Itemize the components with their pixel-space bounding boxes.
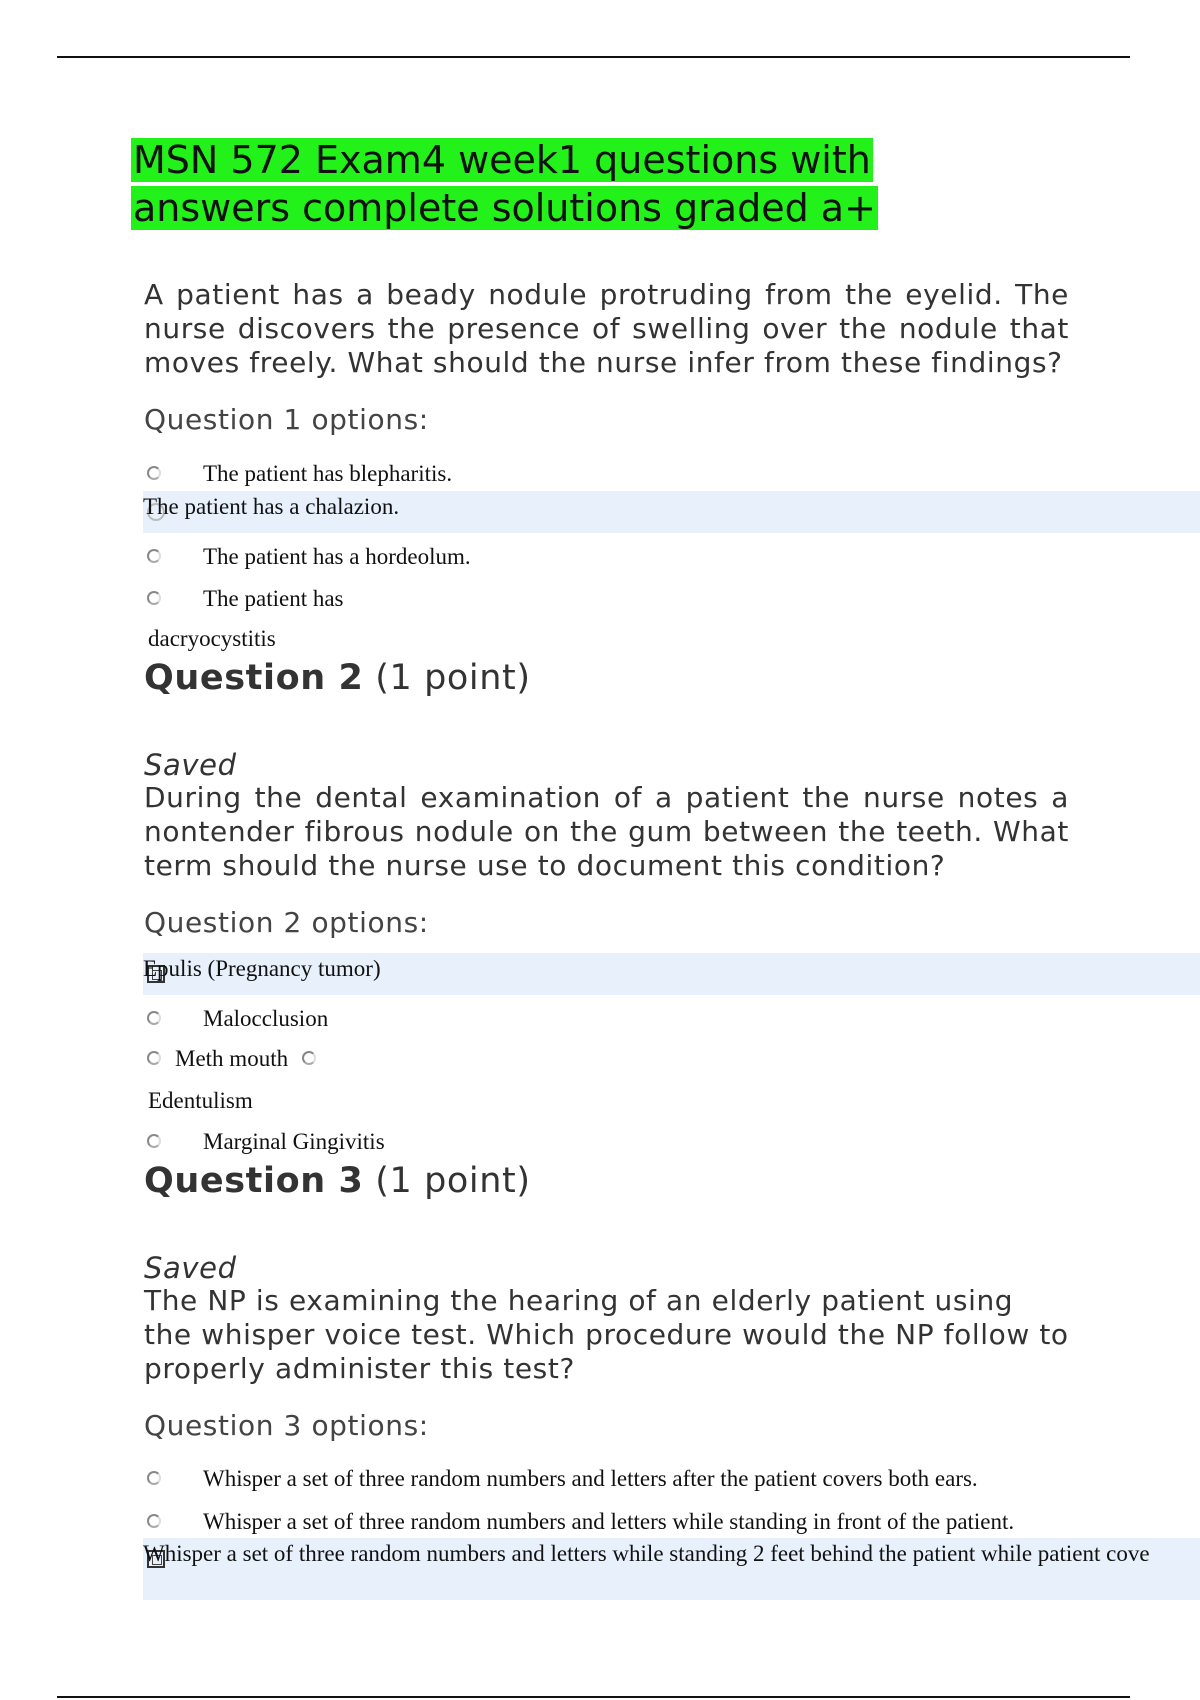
question-2-heading — [144, 657, 531, 699]
title-line-2: answers complete solutions graded a+ — [133, 186, 876, 230]
option-label: Malocclusion — [203, 1006, 329, 1031]
option-label: Whisper a set of three random numbers and letters while standing in front of the patient. — [203, 1509, 1015, 1534]
question-1-options-heading: Question 1 options: — [144, 403, 429, 436]
question-3-stem: The NP is examining the hearing of an elderly patient using the whisper voice test. Which procedure would the NP follow to properly administer this test? — [144, 1284, 1069, 1385]
question-2-stem: During the dental examination of a patient the nurse notes a nontender fibrous nodule on the gum between the teeth. What term should the nurse use to document this condition? — [144, 781, 1069, 882]
question-3-options-heading: Question 3 options: — [144, 1409, 429, 1442]
option-label: The patient has blepharitis. — [203, 461, 453, 486]
question-3-heading — [144, 1160, 531, 1202]
radio-icon[interactable] — [147, 1051, 161, 1065]
question-2-number: Question 2 — [144, 658, 364, 698]
question-3-saved-status: Saved — [144, 1251, 237, 1285]
radio-icon[interactable] — [147, 1514, 161, 1528]
option-label: The patient has — [203, 586, 344, 611]
title-line-1: MSN 572 Exam4 week1 questions with — [133, 138, 871, 182]
radio-icon[interactable] — [147, 466, 161, 480]
question-3-points: (1 point) — [375, 1161, 531, 1201]
option-label: The patient has a chalazion. — [143, 494, 400, 519]
radio-icon[interactable] — [302, 1051, 316, 1065]
option-label: Meth mouth — [175, 1046, 289, 1071]
bottom-rule — [57, 1696, 1130, 1698]
radio-icon[interactable] — [147, 1471, 161, 1485]
radio-icon[interactable] — [147, 591, 161, 605]
option-label: Whisper a set of three random numbers and letters after the patient covers both ears. — [203, 1466, 978, 1491]
option-label: Whisper a set of three random numbers and letters while standing 2 feet behind the patient while patient cove — [143, 1541, 1150, 1566]
option-label: Epulis (Pregnancy tumor) — [143, 956, 381, 981]
q2-option-1-selected[interactable] — [143, 953, 1200, 995]
q1-option-4-continued: dacryocystitis — [148, 626, 276, 651]
question-1-stem: A patient has a beady nodule protruding from the eyelid. The nurse discovers the presence of swelling over the nodule that moves freely. What should the nurse infer from these findings? — [144, 278, 1069, 379]
document-title — [131, 136, 878, 232]
q1-option-2-selected[interactable] — [143, 491, 1200, 533]
option-label: Marginal Gingivitis — [203, 1129, 385, 1154]
q2-option-4[interactable]: Edentulism — [148, 1088, 253, 1113]
question-2-options-heading: Question 2 options: — [144, 906, 429, 939]
option-label: The patient has a hordeolum. — [203, 544, 471, 569]
radio-icon[interactable] — [147, 1011, 161, 1025]
top-rule — [57, 56, 1130, 58]
question-2-points: (1 point) — [375, 658, 531, 698]
radio-icon[interactable] — [147, 549, 161, 563]
question-2-saved-status: Saved — [144, 748, 237, 782]
question-3-number: Question 3 — [144, 1161, 364, 1201]
radio-icon[interactable] — [147, 1134, 161, 1148]
q3-option-3-selected[interactable] — [143, 1538, 1200, 1600]
